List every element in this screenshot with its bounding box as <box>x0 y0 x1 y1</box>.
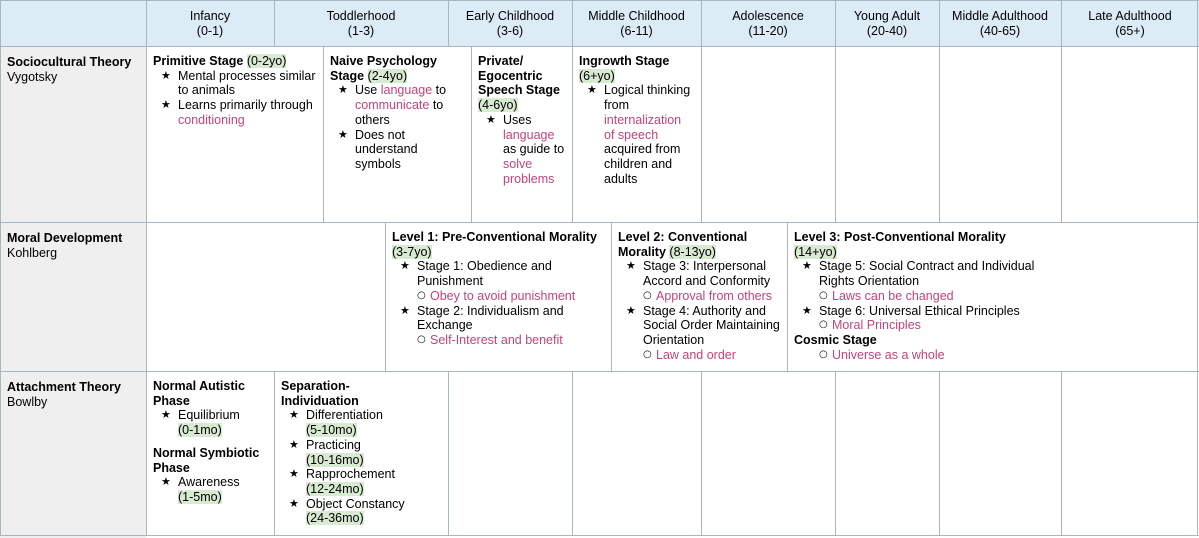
grid-line <box>448 0 449 47</box>
grid-line <box>835 46 836 223</box>
age-badge: (12-24mo) <box>306 481 364 496</box>
grid-line <box>1197 0 1198 536</box>
col-header-label: Young Adult <box>853 9 921 23</box>
list-item <box>153 408 267 437</box>
grid-line <box>701 46 702 223</box>
col-header-label: Adolescence <box>732 9 804 23</box>
col-header-late-adulthood <box>1061 0 1199 47</box>
list-item <box>478 113 565 187</box>
grid-line <box>0 0 1 536</box>
stage-title: Primitive Stage <box>153 54 244 68</box>
header-corner <box>0 0 146 47</box>
row-label-attachment <box>0 372 146 538</box>
bullet-text: acquired from children and adults <box>604 142 681 186</box>
grid-line <box>0 535 1199 536</box>
col-header-toddlerhood <box>274 0 448 47</box>
cosmic-stage-title: Cosmic Stage <box>794 332 877 347</box>
bullet-text: Mental processes similar to animals <box>178 68 316 98</box>
list-item <box>794 304 1050 333</box>
grid-line <box>572 371 573 536</box>
bullet-text: Uses <box>503 112 532 127</box>
phase-title: Normal Autistic Phase <box>153 379 245 408</box>
list-item <box>281 408 441 437</box>
col-header-range: (6-11) <box>620 24 653 38</box>
age-badge: (14+yo) <box>794 244 837 259</box>
grid-line <box>0 222 1199 223</box>
phase-title: Separation-Individuation <box>281 379 359 408</box>
col-header-label: Infancy <box>189 9 231 23</box>
col-header-range: (65+) <box>1115 24 1145 38</box>
grid-line <box>1061 371 1062 536</box>
bullet-text: as guide to <box>503 142 565 157</box>
age-badge: (6+yo) <box>579 68 615 83</box>
list-item <box>153 475 267 504</box>
cell-private-speech-stage <box>471 47 572 186</box>
sub-item: ○ Universe as a whole <box>819 348 1050 363</box>
col-header-label: Late Adulthood <box>1088 9 1172 23</box>
keyword: communicate <box>355 98 430 113</box>
age-badge: (0-2yo) <box>246 54 287 68</box>
cell-level2-conventional <box>611 223 787 362</box>
list-item <box>392 259 604 303</box>
col-header-adolescence <box>701 0 835 47</box>
stage-title: Naive Psychology Stage <box>330 54 437 83</box>
grid-line <box>0 46 1199 47</box>
list-item <box>330 128 464 172</box>
grid-line <box>701 371 702 536</box>
stage-title: Private/ Egocentric Speech Stage <box>478 54 560 98</box>
age-badge: (0-1mo) <box>178 423 222 438</box>
grid-line <box>787 222 788 372</box>
age-badge: (4-6yo) <box>478 98 518 113</box>
level-title: Level 2: Conventional Morality <box>618 230 748 259</box>
list-item <box>153 69 316 98</box>
level-title: Level 3: Post-Conventional Morality <box>794 230 1006 244</box>
col-header-label: Middle Childhood <box>588 9 685 23</box>
row-title: Attachment Theory <box>7 380 121 394</box>
bullet-text: Stage 2: Individualism and Exchange <box>417 303 564 333</box>
col-header-infancy <box>146 0 274 47</box>
grid-line <box>572 0 573 47</box>
bullet-text: Use <box>355 83 378 98</box>
grid-line <box>323 46 324 223</box>
bullet-text: Rapprochement <box>306 467 395 482</box>
bullet-text: Equilibrium <box>178 408 240 423</box>
bullet-text: to <box>435 83 447 98</box>
row-author: Kohlberg <box>7 246 58 260</box>
col-header-range: (3-6) <box>496 24 524 38</box>
bullet-text: Stage 4: Authority and Social Order Maintaining Orientation <box>643 303 780 347</box>
grid-line <box>0 0 1199 1</box>
bullet-text: Awareness <box>178 475 240 490</box>
cell-level3-postconventional <box>787 223 1057 362</box>
col-header-label: Toddlerhood <box>326 9 396 23</box>
sub-item: ○ Approval from others <box>643 289 780 304</box>
row-author: Bowlby <box>7 395 48 409</box>
bullet-text: to others <box>355 98 444 127</box>
col-header-label: Middle Adulthood <box>952 9 1048 23</box>
bullet-text: Differentiation <box>306 408 383 423</box>
bullet-text: Does not understand symbols <box>355 127 418 171</box>
list-item <box>618 259 780 303</box>
col-header-range: (11-20) <box>748 24 788 38</box>
cell-level1-preconventional <box>385 223 611 348</box>
sub-item: ○ Self-Interest and benefit <box>417 333 604 348</box>
grid-line <box>939 371 940 536</box>
cell-autistic-symbiotic <box>146 372 274 505</box>
keyword: conditioning <box>178 112 245 127</box>
col-header-range: (40-65) <box>979 24 1021 38</box>
cell-primitive-stage <box>146 47 323 128</box>
grid-line <box>274 371 275 536</box>
age-badge: (8-13yo) <box>669 244 716 259</box>
phase-title: Normal Symbiotic Phase <box>153 445 260 475</box>
bullet-text: Learns primarily through <box>178 98 313 113</box>
col-header-range: (1-3) <box>347 24 375 38</box>
bullet-text: Stage 1: Obedience and Punishment <box>417 259 552 289</box>
grid-line <box>1061 46 1062 223</box>
keyword: language <box>503 127 555 142</box>
bullet-text: Logical thinking from <box>604 83 691 113</box>
age-badge: (24-36mo) <box>306 511 364 526</box>
list-item <box>281 438 441 467</box>
list-item <box>794 259 1050 303</box>
age-badge: (2-4yo) <box>367 68 408 83</box>
grid-line <box>1061 0 1062 47</box>
stage-title: Ingrowth Stage <box>579 54 670 68</box>
col-header-label: Early Childhood <box>465 9 555 23</box>
cell-ingrowth-stage <box>572 47 701 186</box>
grid-line <box>274 0 275 47</box>
sub-item: ○ Laws can be changed <box>819 289 1050 304</box>
col-header-range: (0-1) <box>196 24 224 38</box>
cell-naive-psychology-stage <box>323 47 471 172</box>
col-header-middle-childhood <box>572 0 701 47</box>
bullet-text: Stage 6: Universal Ethical Principles <box>819 303 1020 318</box>
grid-line <box>835 0 836 47</box>
grid-line <box>611 222 612 372</box>
list-item <box>618 304 780 363</box>
col-header-middle-adulthood <box>939 0 1061 47</box>
col-header-young-adult <box>835 0 939 47</box>
sub-item: ○ Obey to avoid punishment <box>417 289 604 304</box>
grid-line <box>385 222 386 372</box>
row-label-moral <box>0 223 146 372</box>
grid-line <box>146 0 147 536</box>
age-badge: (5-10mo) <box>306 423 357 438</box>
grid-line <box>701 0 702 47</box>
grid-line <box>471 46 472 223</box>
bullet-text: Stage 5: Social Contract and Individual Rights Orientation <box>819 259 1035 289</box>
row-title: Sociocultural Theory <box>7 55 132 69</box>
row-title: Moral Development <box>7 231 123 245</box>
age-badge: (3-7yo) <box>392 244 432 259</box>
grid-line <box>939 0 940 47</box>
bullet-text: Stage 3: Interpersonal Accord and Conformity <box>643 259 771 289</box>
col-header-early-childhood <box>448 0 572 47</box>
grid-line <box>939 46 940 223</box>
sub-item: ○ Law and order <box>643 348 780 363</box>
list-item <box>392 304 604 348</box>
row-label-sociocultural <box>0 47 146 223</box>
row-author: Vygotsky <box>7 70 58 84</box>
list-item <box>579 83 694 186</box>
keyword: solve problems <box>503 156 555 186</box>
bullet-text: Practicing <box>306 437 361 452</box>
age-badge: (10-16mo) <box>306 452 364 467</box>
sub-item: ○ Moral Principles <box>819 318 1050 333</box>
keyword: language <box>380 83 433 98</box>
list-item <box>281 497 441 526</box>
grid-line <box>835 371 836 536</box>
grid-line <box>572 46 573 223</box>
level-title: Level 1: Pre-Conventional Morality <box>392 230 597 244</box>
bullet-text: Object Constancy <box>306 496 405 511</box>
grid-line <box>0 371 1199 372</box>
keyword: internalization of speech <box>604 112 682 142</box>
grid-line <box>448 371 449 536</box>
list-item <box>330 83 464 127</box>
col-header-range: (20-40) <box>866 24 908 38</box>
list-item <box>281 467 441 496</box>
list-item <box>153 98 316 127</box>
age-badge: (1-5mo) <box>178 489 222 504</box>
cell-separation-individuation <box>274 372 448 526</box>
